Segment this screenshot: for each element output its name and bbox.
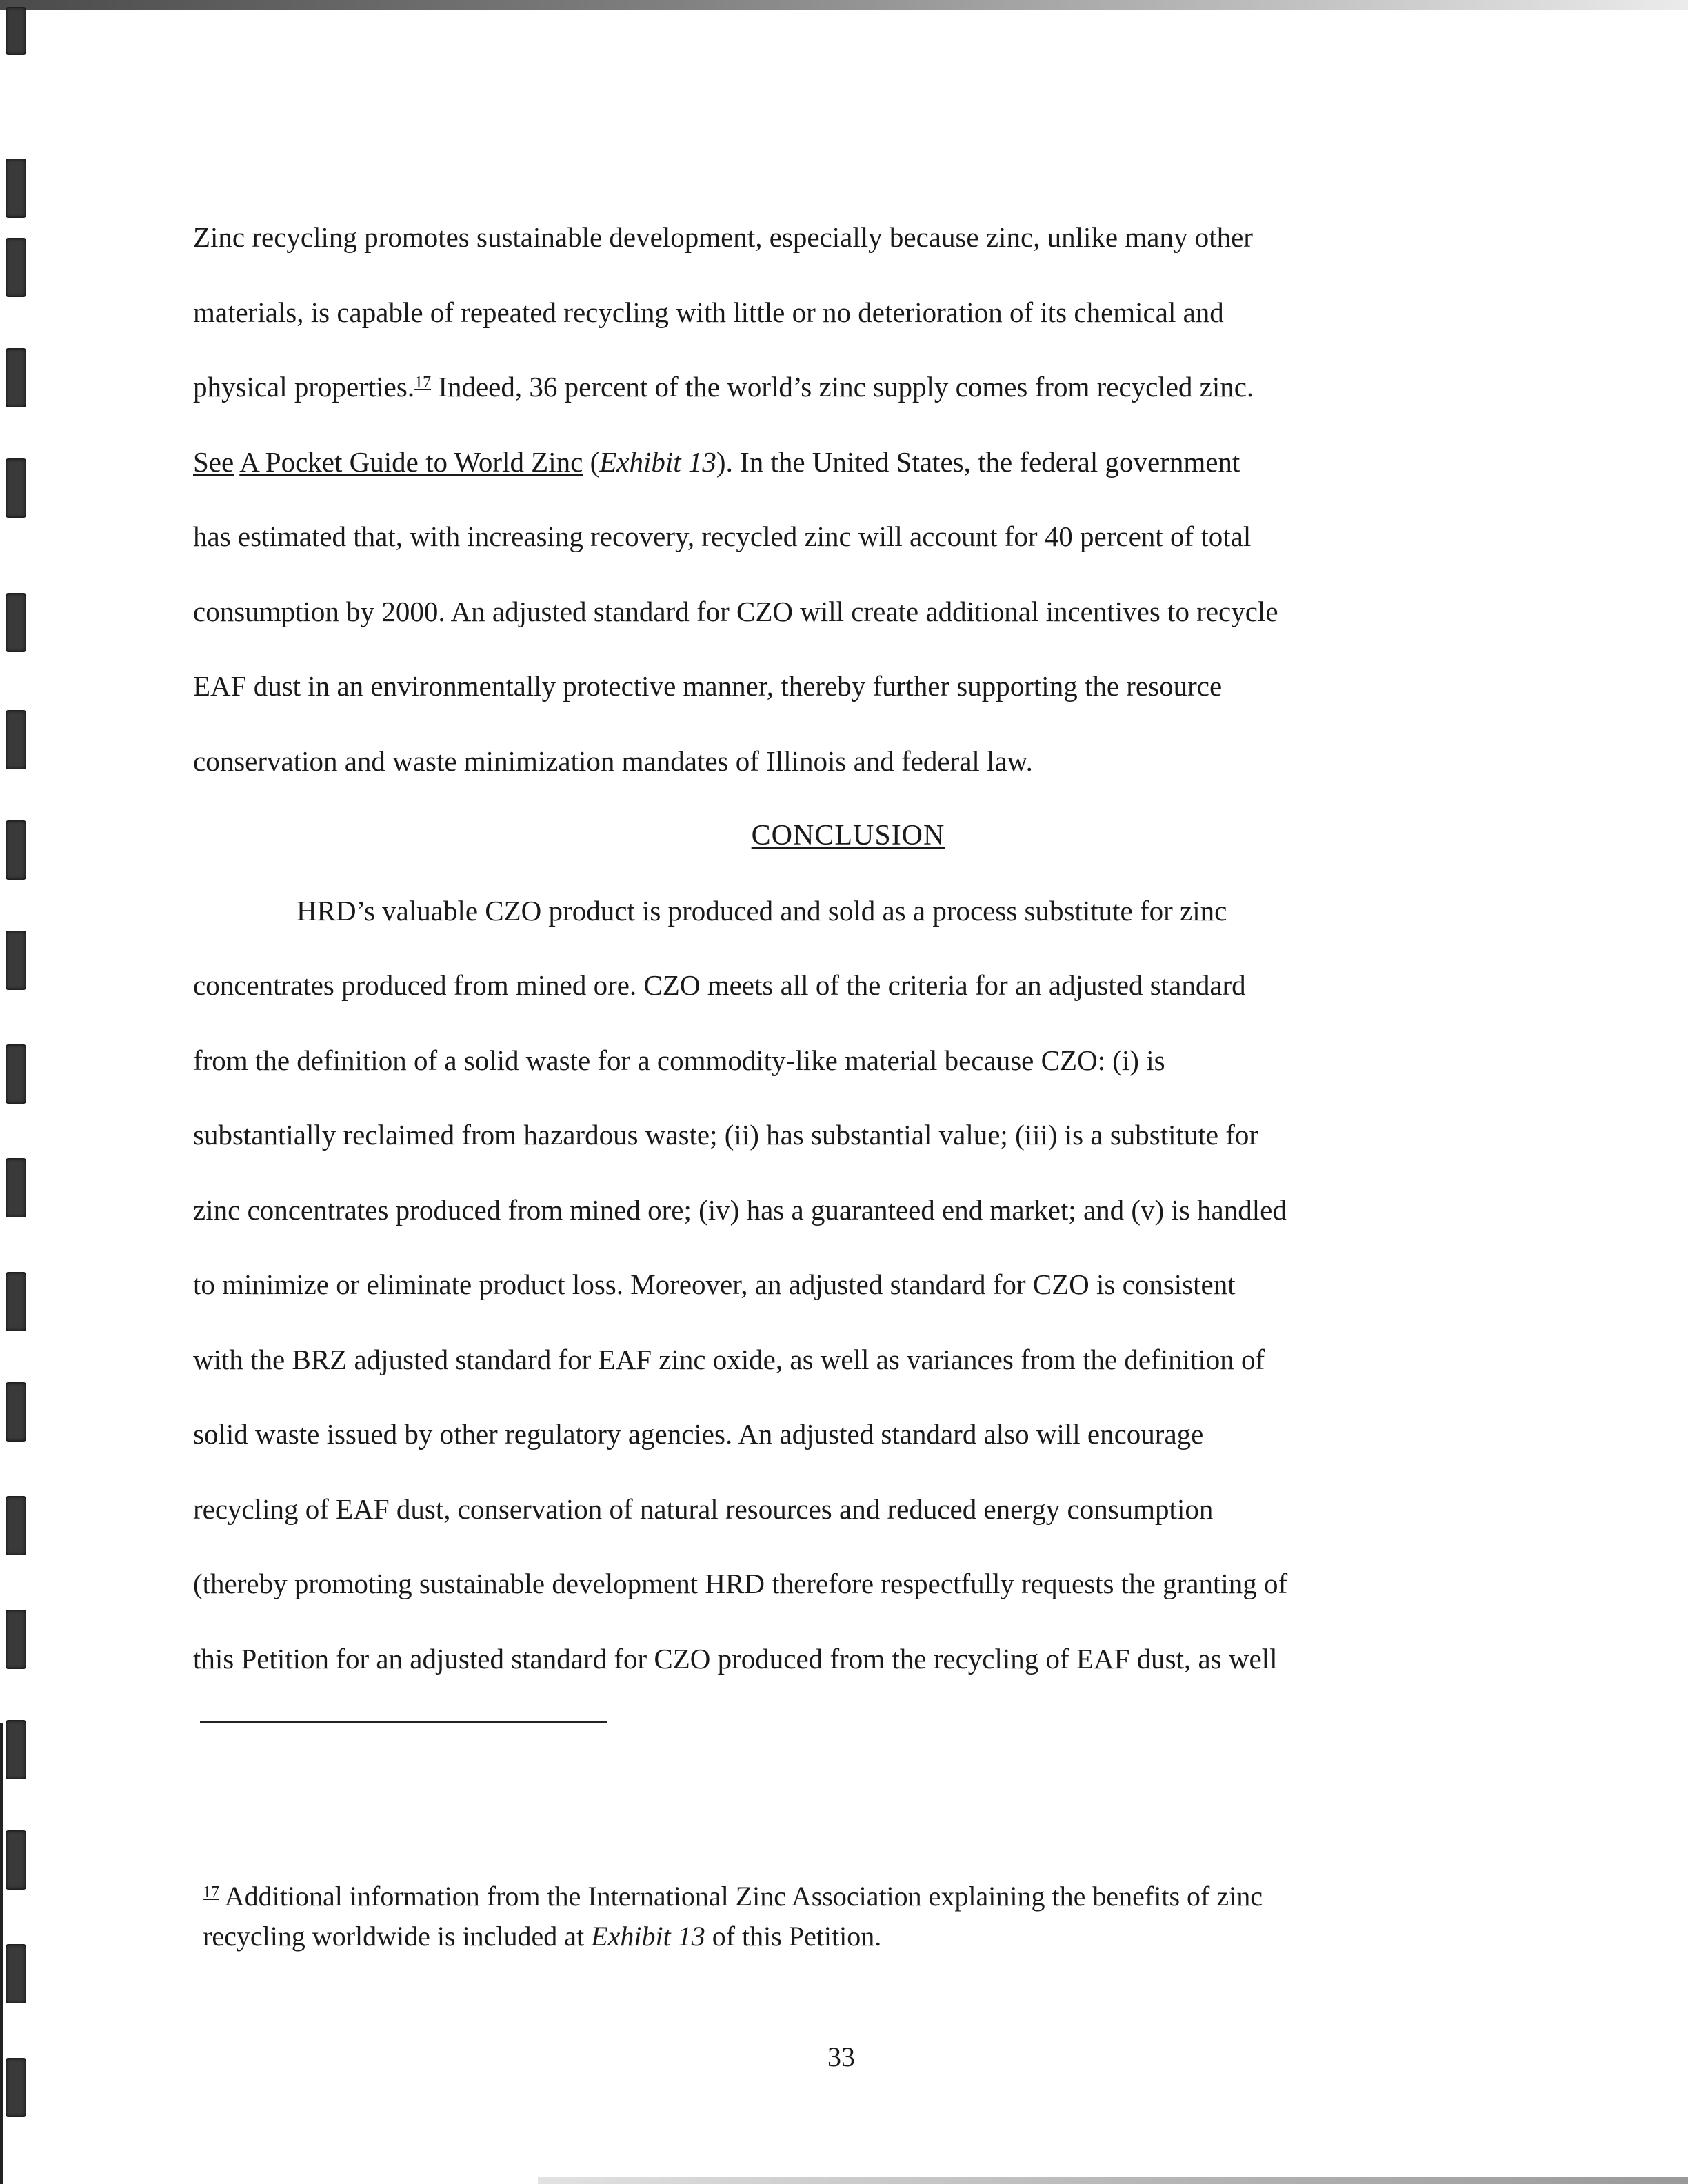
body-line: substantially reclaimed from hazardous waste; (ii) has substantial value; (iii) is a substitute for <box>193 1119 1259 1151</box>
body-line: EAF dust in an environmentally protective manner, thereby further supporting the resource <box>193 670 1223 702</box>
punch-hole <box>6 348 26 407</box>
body-line: with the BRZ adjusted standard for EAF zinc oxide, as well as variances from the definition of <box>193 1343 1265 1375</box>
body-line: conservation and waste minimization mandates of Illinois and federal law. <box>193 745 1033 777</box>
punch-hole <box>6 931 26 990</box>
punch-hole <box>6 1830 26 1890</box>
body-line: See A Pocket Guide to World Zinc (Exhibit 13). In the United States, the federal government <box>193 445 1240 478</box>
body-line <box>193 350 1503 425</box>
footnote-text: recycling worldwide is included at <box>203 1921 592 1952</box>
punch-hole <box>6 458 26 518</box>
body-line: (thereby promoting sustainable development HRD therefore respectfully requests the granting of <box>193 1568 1288 1599</box>
body-text: physical properties. <box>193 371 415 403</box>
scan-artifact-bottom <box>538 2177 1688 2184</box>
body-text: . In the United States, the federal government <box>725 445 1240 478</box>
body-line: solid waste issued by other regulatory agencies. An adjusted standard also will encourage <box>193 1418 1204 1450</box>
body-text: Indeed, 36 percent of the world’s zinc supply comes from recycled zinc. <box>431 371 1254 403</box>
punch-hole <box>6 1610 26 1669</box>
citation-signal: See <box>193 445 234 478</box>
punch-hole <box>6 1720 26 1779</box>
body-line: zinc concentrates produced from mined ore; (iv) has a guaranteed end market; and (v) is handled <box>193 1193 1287 1226</box>
exhibit-reference: Exhibit 13 <box>591 1921 705 1952</box>
body-line: recycling of EAF dust, conservation of natural resources and reduced energy consumption <box>193 1493 1214 1525</box>
punch-hole <box>6 710 26 769</box>
cited-title: A Pocket Guide to World Zinc <box>239 445 583 478</box>
footnote-line <box>203 1917 1513 1957</box>
punch-hole <box>6 2058 26 2117</box>
punch-hole <box>6 1944 26 2003</box>
punch-hole <box>6 1382 26 1442</box>
body-line: consumption by 2000. An adjusted standard for CZO will create additional incentives to recycle <box>193 595 1278 627</box>
scan-artifact-top <box>0 0 1688 10</box>
punch-hole <box>6 1044 26 1104</box>
footnote-text: Additional information from the International Zinc Association explaining the benefits of zinc <box>219 1881 1263 1912</box>
footnote-divider <box>200 1721 607 1723</box>
punch-hole <box>6 1158 26 1217</box>
body-line: HRD’s valuable CZO product is produced and sold as a process substitute for zinc <box>297 894 1227 927</box>
punch-hole <box>6 159 26 218</box>
body-line: has estimated that, with increasing recovery, recycled zinc will account for 40 percent of total <box>193 520 1252 552</box>
section-heading: CONCLUSION <box>751 820 945 851</box>
body-line: materials, is capable of repeated recycling with little or no deterioration of its chemical and <box>193 296 1224 328</box>
punch-hole <box>6 820 26 880</box>
body-line: from the definition of a solid waste for a commodity-like material because CZO: (i) is <box>193 1044 1165 1076</box>
body-line: to minimize or eliminate product loss. Moreover, an adjusted standard for CZO is consistent <box>193 1268 1236 1300</box>
punch-hole <box>6 238 26 297</box>
binding-edge <box>0 0 41 2184</box>
scan-edge-line <box>0 1723 3 2184</box>
body-line: Zinc recycling promotes sustainable development, especially because zinc, unlike many other <box>193 221 1253 253</box>
footnote-reference[interactable]: 17 <box>414 374 432 392</box>
footnote <box>203 1877 1513 1957</box>
document-body <box>193 200 1503 1696</box>
punch-hole <box>6 7 26 55</box>
page-number: 33 <box>827 2041 855 2072</box>
footnote-number: 17 <box>203 1883 219 1901</box>
exhibit-reference: Exhibit 13 <box>599 445 716 478</box>
punch-hole <box>6 593 26 652</box>
footnote-text: of this Petition. <box>705 1921 882 1952</box>
punch-hole <box>6 1272 26 1331</box>
body-line: concentrates produced from mined ore. CZO meets all of the criteria for an adjusted standard <box>193 969 1246 1001</box>
footnote-line <box>203 1877 1513 1917</box>
punch-hole <box>6 1496 26 1555</box>
body-line: this Petition for an adjusted standard for CZO produced from the recycling of EAF dust, as well <box>193 1642 1278 1675</box>
